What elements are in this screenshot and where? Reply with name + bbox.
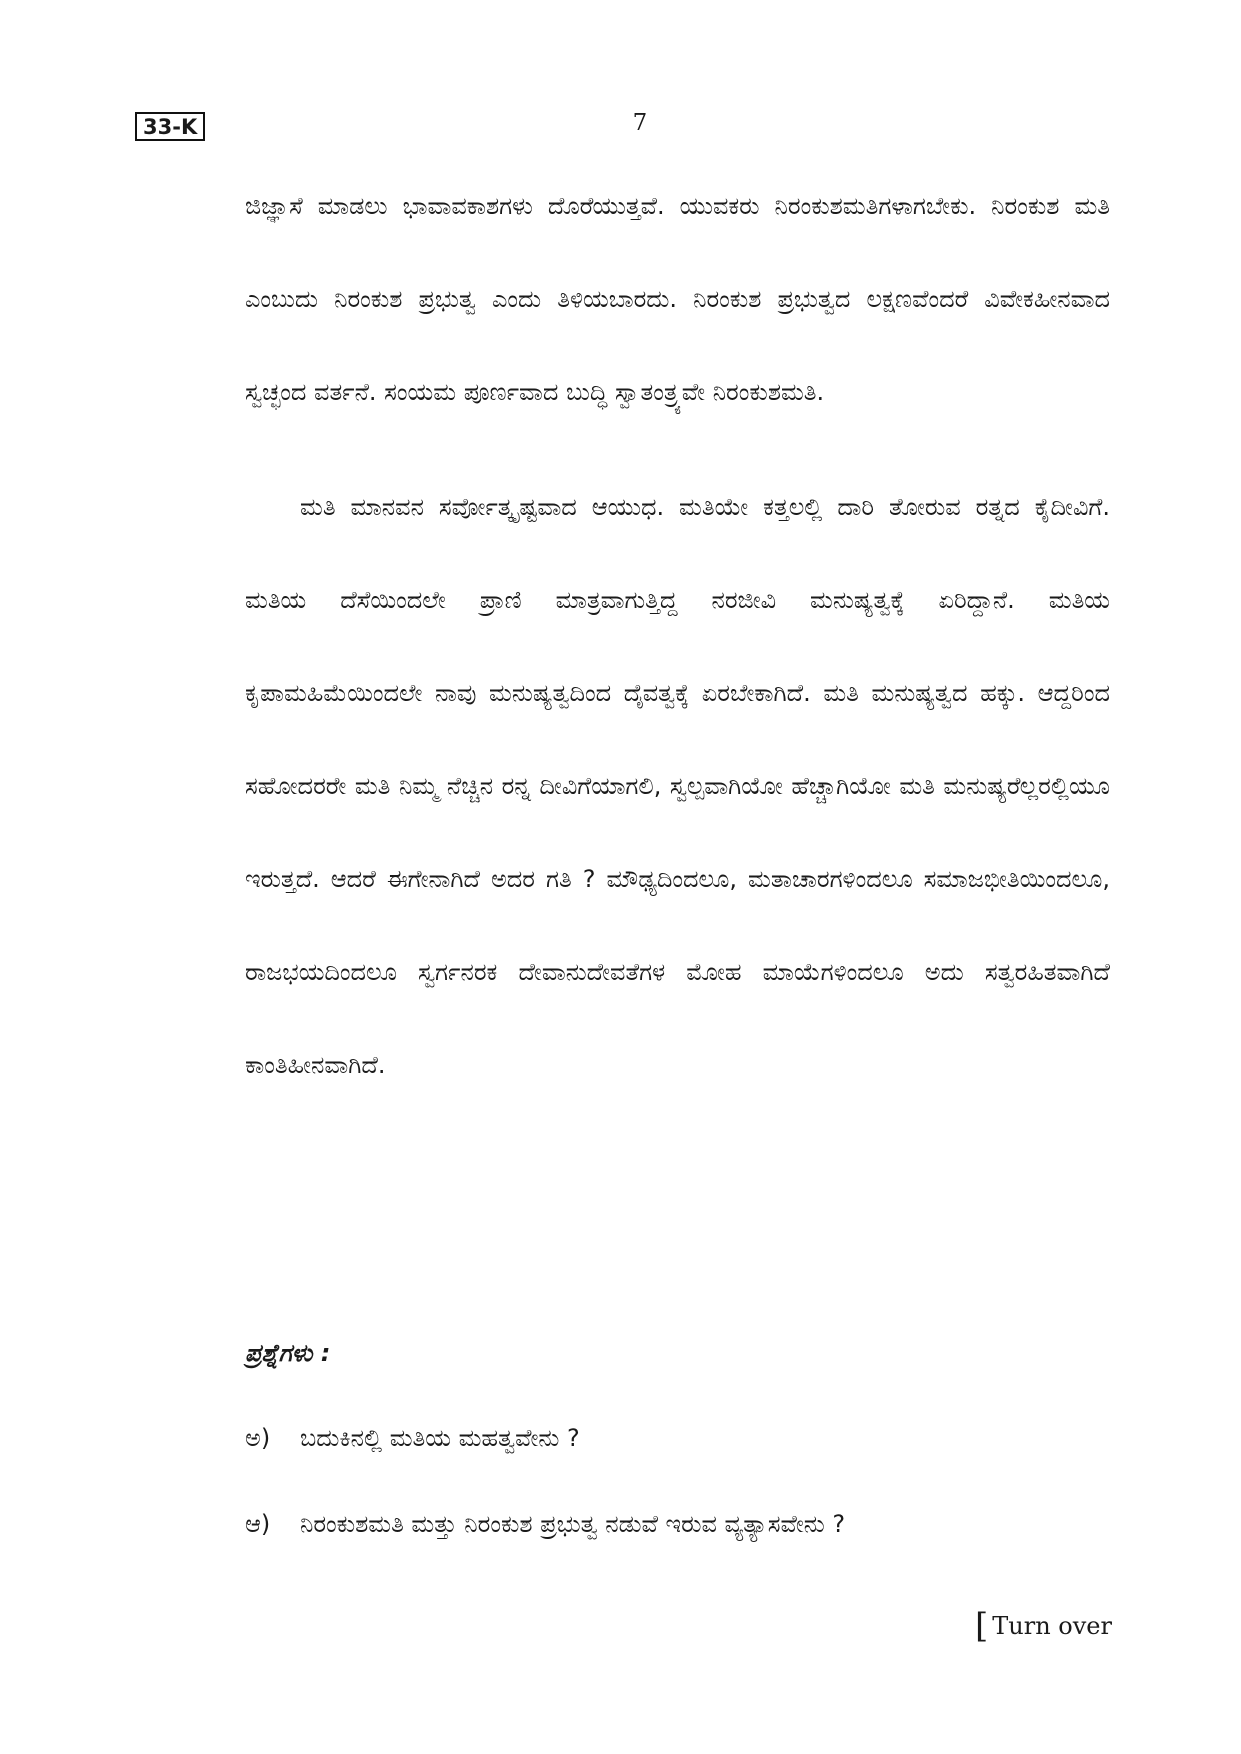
turn-over-text: Turn over bbox=[992, 1612, 1112, 1640]
turn-over-footer bbox=[975, 1606, 1112, 1646]
question-label: ಆ) bbox=[245, 1510, 271, 1538]
question-text: ಬದುಕಿನಲ್ಲಿ ಮತಿಯ ಮಹತ್ವವೇನು ? bbox=[300, 1424, 580, 1452]
passage bbox=[245, 160, 1110, 1112]
question-text: ನಿರಂಕುಶಮತಿ ಮತ್ತು ನಿರಂಕುಶ ಪ್ರಭುತ್ವ ನಡುವೆ ಇರುವ ವ್ಯತ್ಯಾಸವೇನು ? bbox=[300, 1510, 846, 1538]
passage-paragraph-1: ಜಿಜ್ಞಾಸೆ ಮಾಡಲು ಭಾವಾವಕಾಶಗಳು ದೊರೆಯುತ್ತವೆ. ಯುವಕರು ನಿರಂಕುಶಮತಿಗಳಾಗಬೇಕು. ನಿರಂಕುಶ ಮತಿ ಎಂಬುದು ನಿರಂಕುಶ ಪ್ರಭುತ್ವ ಎಂದು ತಿಳಿಯಬಾರದು. ನಿರಂಕುಶ ಪ್ರಭುತ್ವದ ಲಕ್ಷಣವೆಂದರೆ ವಿವೇಕಹೀನವಾದ ಸ್ವಚ್ಛಂದ ವರ್ತನೆ. ಸಂಯಮ ಪೂರ್ಣವಾದ ಬುದ್ಧಿ ಸ್ವಾತಂತ್ರ್ಯವೇ ನಿರಂಕುಶಮತಿ. bbox=[245, 192, 1110, 406]
question-label: ಅ) bbox=[245, 1424, 271, 1452]
paper-code-box: 33-K bbox=[135, 112, 205, 141]
page-number: 7 bbox=[632, 110, 648, 136]
questions-heading: ಪ್ರಶ್ನೆಗಳು : bbox=[245, 1339, 331, 1367]
passage-paragraph-2: ಮತಿ ಮಾನವನ ಸರ್ವೋತ್ಕೃಷ್ಟವಾದ ಆಯುಧ. ಮತಿಯೇ ಕತ್ತಲಲ್ಲಿ ದಾರಿ ತೋರುವ ರತ್ನದ ಕೈದೀವಿಗೆ. ಮತಿಯ ದೆಸೆಯಿಂದಲೇ ಪ್ರಾಣಿ ಮಾತ್ರವಾಗುತ್ತಿದ್ದ ನರಜೀವಿ ಮನುಷ್ಯತ್ವಕ್ಕೆ ಏರಿದ್ದಾನೆ. ಮತಿಯ ಕೃಪಾಮಹಿಮೆಯಿಂದಲೇ ನಾವು ಮನುಷ್ಯತ್ವದಿಂದ ದೈವತ್ವಕ್ಕೆ ಏರಬೇಕಾಗಿದೆ. ಮತಿ ಮನುಷ್ಯತ್ವದ ಹಕ್ಕು. ಆದ್ದರಿಂದ ಸಹೋದರರೇ ಮತಿ ನಿಮ್ಮ ನೆಚ್ಚಿನ ರನ್ನ ದೀವಿಗೆಯಾಗಲಿ, ಸ್ವಲ್ಪವಾಗಿಯೋ ಹೆಚ್ಚಾಗಿಯೋ ಮತಿ ಮನುಷ್ಯರೆಲ್ಲರಲ್ಲಿಯೂ ಇರುತ್ತದೆ. ಆದರೆ ಈಗೇನಾಗಿದೆ ಅದರ ಗತಿ ? ಮೌಢ್ಯದಿಂದಲೂ, ಮತಾಚಾರಗಳಿಂದಲೂ ಸಮಾಜಭೀತಿಯಿಂದಲೂ, ರಾಜಭಯದಿಂದಲೂ ಸ್ವರ್ಗನರಕ ದೇವಾನುದೇವತೆಗಳ ಮೋಹ ಮಾಯೆಗಳಿಂದಲೂ ಅದು ಸತ್ವರಹಿತವಾಗಿದೆ ಕಾಂತಿಹೀನವಾಗಿದೆ. bbox=[245, 493, 1110, 1079]
footer-bracket: [ bbox=[975, 1606, 989, 1646]
question-item bbox=[245, 1508, 845, 1540]
question-item bbox=[245, 1422, 580, 1454]
